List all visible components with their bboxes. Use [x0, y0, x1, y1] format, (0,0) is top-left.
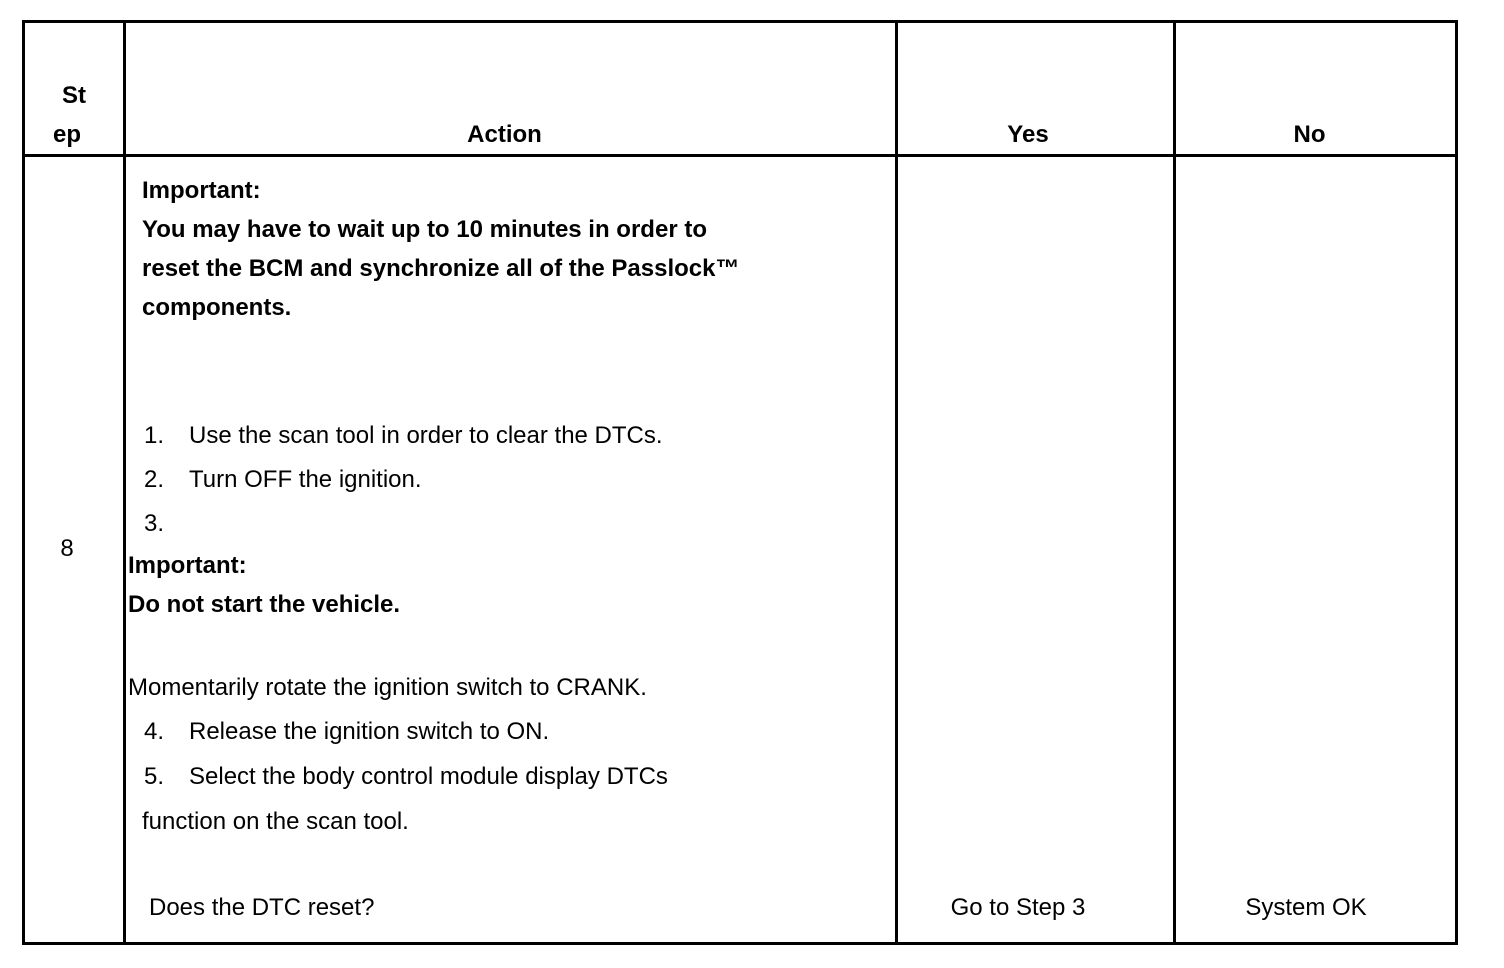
important-text-1-line-2: reset the BCM and synchronize all of the Passlock™ — [142, 255, 740, 282]
important-label-2: Important: — [128, 552, 247, 579]
column-divider-step-action — [123, 20, 126, 945]
important-label-1: Important: — [142, 177, 261, 204]
list-item-3-number: 3. — [144, 510, 165, 537]
list-item-1-number: 1. — [144, 422, 165, 449]
header-step-line2: ep — [52, 121, 81, 148]
column-divider-yes-no — [1173, 20, 1176, 945]
table-top-border — [22, 20, 1458, 23]
header-yes: Yes — [1007, 121, 1049, 148]
important-text-1-line-1: You may have to wait up to 10 minutes in order to — [142, 216, 707, 243]
crank-instruction: Momentarily rotate the ignition switch to CRANK. — [128, 674, 647, 701]
list-item-2-number: 2. — [144, 466, 165, 493]
list-item-1-text: Use the scan tool in order to clear the DTCs. — [189, 422, 663, 449]
list-item-2-text: Turn OFF the ignition. — [189, 466, 422, 493]
header-step-line1: St — [62, 82, 86, 109]
header-divider — [22, 154, 1458, 157]
question-text: Does the DTC reset? — [149, 894, 375, 921]
important-text-1-line-3: components. — [142, 294, 292, 321]
header-no: No — [1293, 121, 1326, 148]
no-result: System OK — [1245, 894, 1367, 921]
important-text-2: Do not start the vehicle. — [128, 591, 401, 618]
yes-result: Go to Step 3 — [950, 894, 1086, 921]
list-item-5-text: Select the body control module display DTCs — [189, 763, 668, 790]
column-divider-action-yes — [895, 20, 898, 945]
table-bottom-border — [22, 942, 1458, 945]
step-number: 8 — [60, 535, 74, 562]
list-item-5-continuation: function on the scan tool. — [142, 808, 409, 835]
table-left-border — [22, 20, 25, 945]
list-item-5-number: 5. — [144, 763, 165, 790]
table-right-border — [1455, 20, 1458, 945]
header-action: Action — [467, 121, 542, 148]
list-item-4-number: 4. — [144, 718, 165, 745]
list-item-4-text: Release the ignition switch to ON. — [189, 718, 550, 745]
